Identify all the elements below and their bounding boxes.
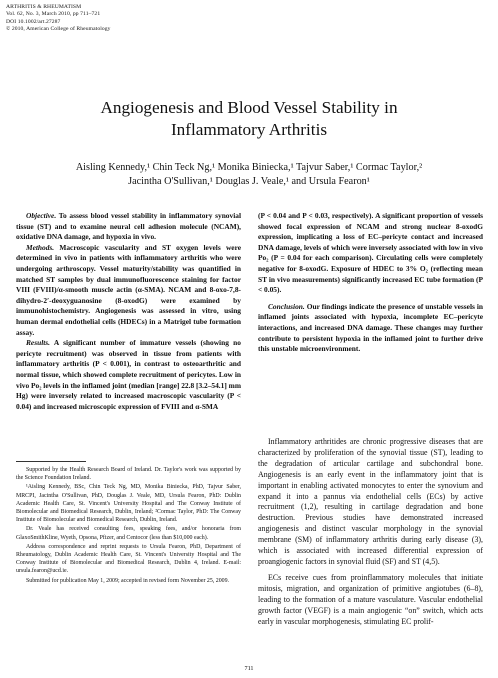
objective-text: To assess blood vessel stability in inflammatory synovial tissue (ST) and to examine neural cell adhesion molecule (NCAM), oxidative DNA damage, and hypoxia in vivo.	[16, 211, 241, 242]
title-line-1: Angiogenesis and Blood Vessel Stability in	[100, 98, 398, 117]
author-list	[40, 161, 458, 189]
doi-line: DOI 10.1002/art.27287	[6, 18, 61, 25]
authors-line-2: Jacintha O'Sullivan,¹ Douglas J. Veale,¹ and Ursula Fearon¹	[128, 176, 370, 187]
results-text: A significant number of immature vessels (showing no pericyte recruitment) was observed in tissue from patients with inflammatory arthritis (P < 0.001), in contrast to osteoarthritic and normal tissue, which showed complete recruitment of pericytes. Low in vivo Po₂ levels in the inflamed joint (median [range] 22.8 [3.2–54.1] mm Hg) were inversely related to increased macroscopic vascularity (P < 0.04) and increased microscopic expression of FVIII and α-SMA	[16, 338, 241, 411]
journal-name: ARTHRITIS & RHEUMATISM	[6, 4, 82, 10]
results-continued: (P < 0.04 and P < 0.03, respectively). A significant proportion of vessels showed focal expression of NCAM and strong nuclear 8-oxodG expression, implicating a loss of EC–pericyte contact and increased DNA damage, levels of which were inversely associated with low in vivo Po₂ (P = 0.04 for each comparison). Circulating cells were completely negative for 8-oxodG. Exposure of HDEC to 3% O₂ (reflecting mean ST in vivo measurements) significantly increased EC tube formation (P < 0.05).	[258, 211, 483, 295]
page-number: 711	[244, 665, 254, 672]
body-text-column	[258, 437, 483, 627]
abstract-methods	[16, 243, 241, 338]
running-header	[6, 4, 111, 34]
methods-text: Macroscopic vascularity and ST oxygen levels were determined in vivo in patients with inflammatory arthritis who were undergoing arthroscopy. Vessel maturity/stability was quantified in matched ST samples by dual immunofluorescence staining for factor VIII (FVIII)/α-smooth muscle actin (α-SMA). NCAM and 8-oxo-7,8-dihydro-2′-deoxyguanosine (8-oxodG) were examined by immunohistochemistry. Angiogenesis was assessed in vitro, using human dermal endothelial cells (HDECs) in a Matrigel tube formation assay.	[16, 242, 241, 337]
abstract-right-column	[258, 211, 483, 355]
copyright-line: © 2010, American College of Rheumatology	[6, 26, 111, 33]
objective-label: Objective.	[26, 211, 57, 220]
footnote-divider	[16, 461, 86, 462]
conclusion-text: Our findings indicate the presence of unstable vessels in inflamed joints associated with hypoxia, incomplete EC–pericyte interactions, and increased DNA damage. These changes may further contribute to persistent hypoxia in the inflamed joint to further drive this unstable microenvironment.	[258, 301, 483, 354]
conclusion-label: Conclusion.	[268, 301, 305, 311]
title-line-2: Inflammatory Arthritis	[170, 120, 328, 139]
footnote: Dr. Veale has received consulting fees, speaking fees, and/or honoraria from GlaxoSmithKline, Wyeth, Opsona, Pfizer, and Centocor (less than $10,000 each).	[16, 526, 241, 541]
results-label: Results.	[26, 338, 51, 348]
abstract-conclusion	[258, 302, 483, 355]
footnote: ¹Aisling Kennedy, BSc, Chin Teck Ng, MD, Monika Biniecka, PhD, Tajvur Saber, MRCPI, Jacintha O'Sullivan, PhD, Douglas J. Veale, MD, Ursula Fearon, PhD: Dublin Academic Health Care, St. Vincent's University Hospital and The Conway Institute of Biomolecular and Biomedical Research, Dublin, Ireland; ²Cormac Taylor, PhD: The Conway Institute of Biomolecular and Biomedical Research, Dublin, Ireland.	[16, 484, 241, 524]
abstract-results	[16, 338, 241, 412]
footnotes	[16, 466, 241, 586]
footnote: Supported by the Health Research Board of Ireland. Dr. Taylor's work was supported by the Science Foundation Ireland.	[16, 467, 241, 482]
authors-line-1: Aisling Kennedy,¹ Chin Teck Ng,¹ Monika Biniecka,¹ Tajvur Saber,¹ Cormac Taylor,²	[75, 162, 423, 173]
body-paragraph: Inflammatory arthritides are chronic progressive diseases that are characterized by proliferation of the synovial tissue (ST), leading to the degradation of articular cartilage and subchondral bone. Angiogenesis is an early event in the inflammatory joint that is important in enabling activated monocytes to enter the synovium and expand it into a pannus via endothelial cells (ECs) by active recruitment (1,2), resulting in cartilage degradation and bone destruction. Previous studies have demonstrated increased angiogenesis and distinct vascular morphology in the synovial membrane (SM) of inflammatory arthritis during early disease (3), which is associated with increased differential expression of proangiogenic factors in synovial fluid (SF) and ST (4,5).	[258, 437, 483, 566]
abstract-objective	[16, 211, 241, 243]
methods-label: Methods.	[26, 242, 55, 252]
footnote: Address correspondence and reprint requests to Ursula Fearon, PhD, Department of Rheumatology, Dublin Academic Health Care, St. Vincent's University Hospital and The Conway Institute of Biomolecular and Biomedical Research, Dublin 4, Ireland. E-mail: ursula.fearon@ucd.ie.	[16, 543, 241, 575]
abstract-left-column	[16, 211, 241, 412]
volume-line: Vol. 62, No. 3, March 2010, pp 711–721	[6, 11, 101, 18]
body-paragraph: ECs receive cues from proinflammatory molecules that initiate mitosis, migration, and organization of primitive angiotubes (6–8), leading to the formation of a mature vasculature. Vascular endothelial growth factor (VEGF) is a main angiogenic “on” switch, which acts early in vascular morphogenesis, stimulating EC prolif-	[258, 572, 483, 626]
article-title	[0, 97, 498, 141]
footnote: Submitted for publication May 1, 2009; accepted in revised form November 25, 2009.	[26, 577, 230, 584]
